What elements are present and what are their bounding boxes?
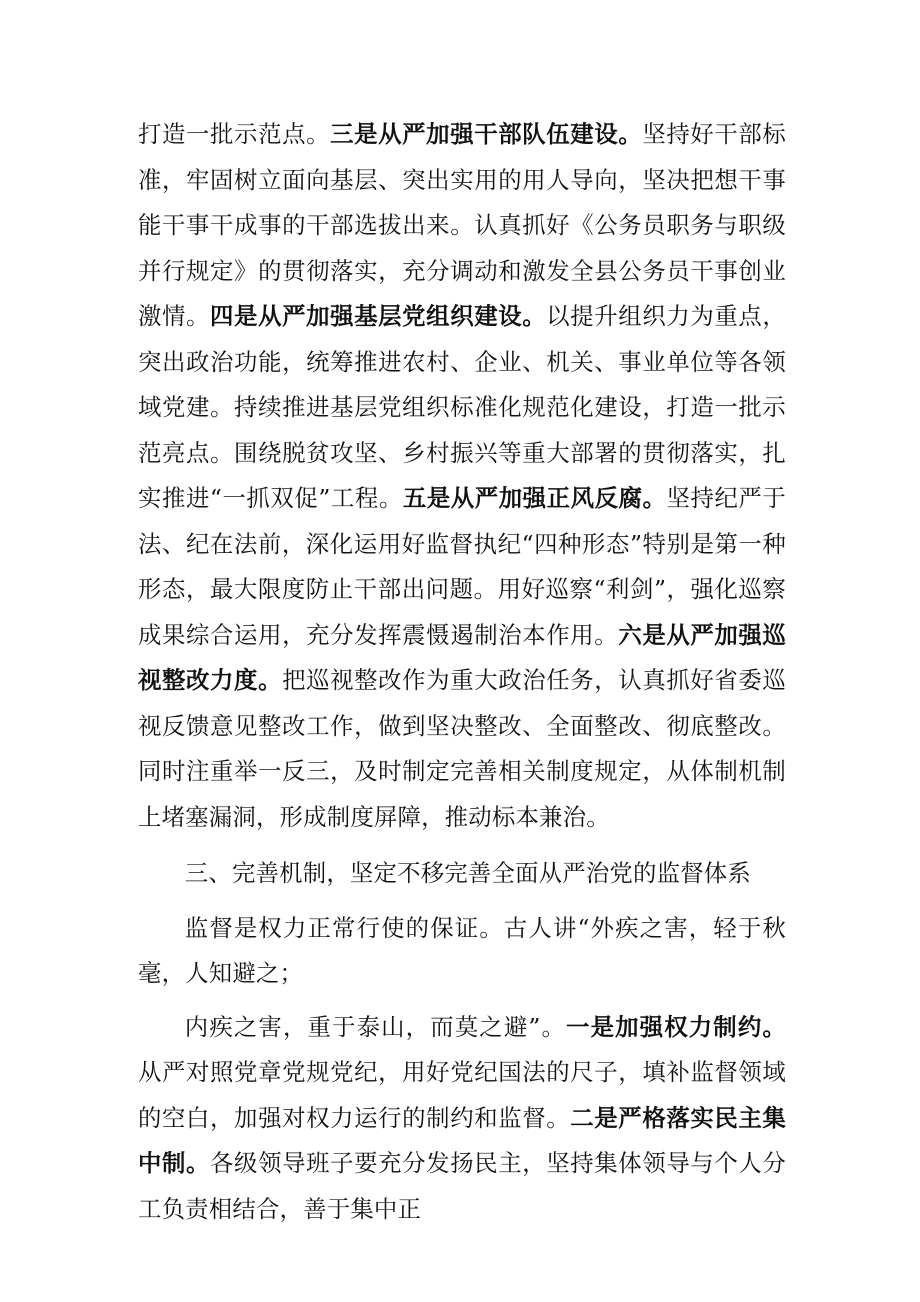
- text-segment: 监督是权力正常行使的保证。古人讲“外疾之害，轻于秋毫，人知避之；: [138, 913, 786, 987]
- paragraph-supervision-intro: [138, 906, 786, 997]
- paragraph-spacer: [138, 997, 786, 1005]
- document-body: [138, 112, 786, 1232]
- text-segment: 内疾之害，重于泰山，而莫之避”。: [184, 1012, 567, 1041]
- bold-heading-three: 三是从严加强干部队伍建设。: [330, 120, 643, 148]
- text-segment: 各级领导班子要充分发扬民主，坚持集体领导与个人分工负责相结合，善于集中正: [138, 1149, 786, 1223]
- bold-heading-two: 二是严格落实民主集中制。: [138, 1103, 786, 1177]
- text-segment: 坚持好干部标准，牢固树立面向基层、突出实用的用人导向，坚决把想干事能干事干成事的干部选拔出来。认真抓好《公务员职务与职级并行规定》的贯彻落实，充分调动和激发全县公务员干事创业激情。: [138, 120, 786, 330]
- bold-heading-one: 一是加强权力制约。: [566, 1012, 786, 1041]
- paragraph-spacer: [138, 840, 786, 851]
- text-segment: 坚持纪严于法、纪在法前，深化运用好监督执纪“四种形态”特别是第一种形态，最大限度防止干部出问题。用好巡察“利剑”，强化巡察成果综合运用，充分发挥震慑遏制治本作用。: [138, 484, 786, 649]
- bold-heading-six: 六是从严加强巡视整改力度。: [138, 620, 786, 694]
- paragraph-spacer: [138, 897, 786, 906]
- section-heading: [138, 851, 786, 897]
- paragraph-party-building: [138, 112, 786, 840]
- text-segment: 以提升组织力为重点，突出政治功能，统筹推进农村、企业、机关、事业单位等各领域党建。持续推进基层党组织标准化规范化建设，打造一批示范亮点。围绕脱贫攻坚、乡村振兴等重大部署的贯彻落实，扎实推进“一抓双促”工程。: [138, 302, 786, 512]
- text-segment: 从严对照党章党规党纪，用好党纪国法的尺子，填补监督领域的空白，加强对权力运行的制约和监督。: [138, 1058, 786, 1132]
- paragraph-power-restraint: [138, 1005, 786, 1233]
- text-segment: 打造一批示范点。: [138, 120, 331, 148]
- bold-heading-five: 五是从严加强正风反腐。: [402, 484, 667, 512]
- section-heading-text: 三、完善机制，坚定不移完善全面从严治党的监督体系: [184, 859, 751, 887]
- bold-heading-four: 四是从严加强基层党组织建设。: [210, 302, 547, 330]
- text-segment: 把巡视整改作为重大政治任务，认真抓好省委巡视反馈意见整改工作，做到坚决整改、全面整改、彻底整改。同时注重举一反三，及时制定完善相关制度规定，从体制机制上堵塞漏洞，形成制度屏障，推动标本兼治。: [138, 666, 786, 831]
